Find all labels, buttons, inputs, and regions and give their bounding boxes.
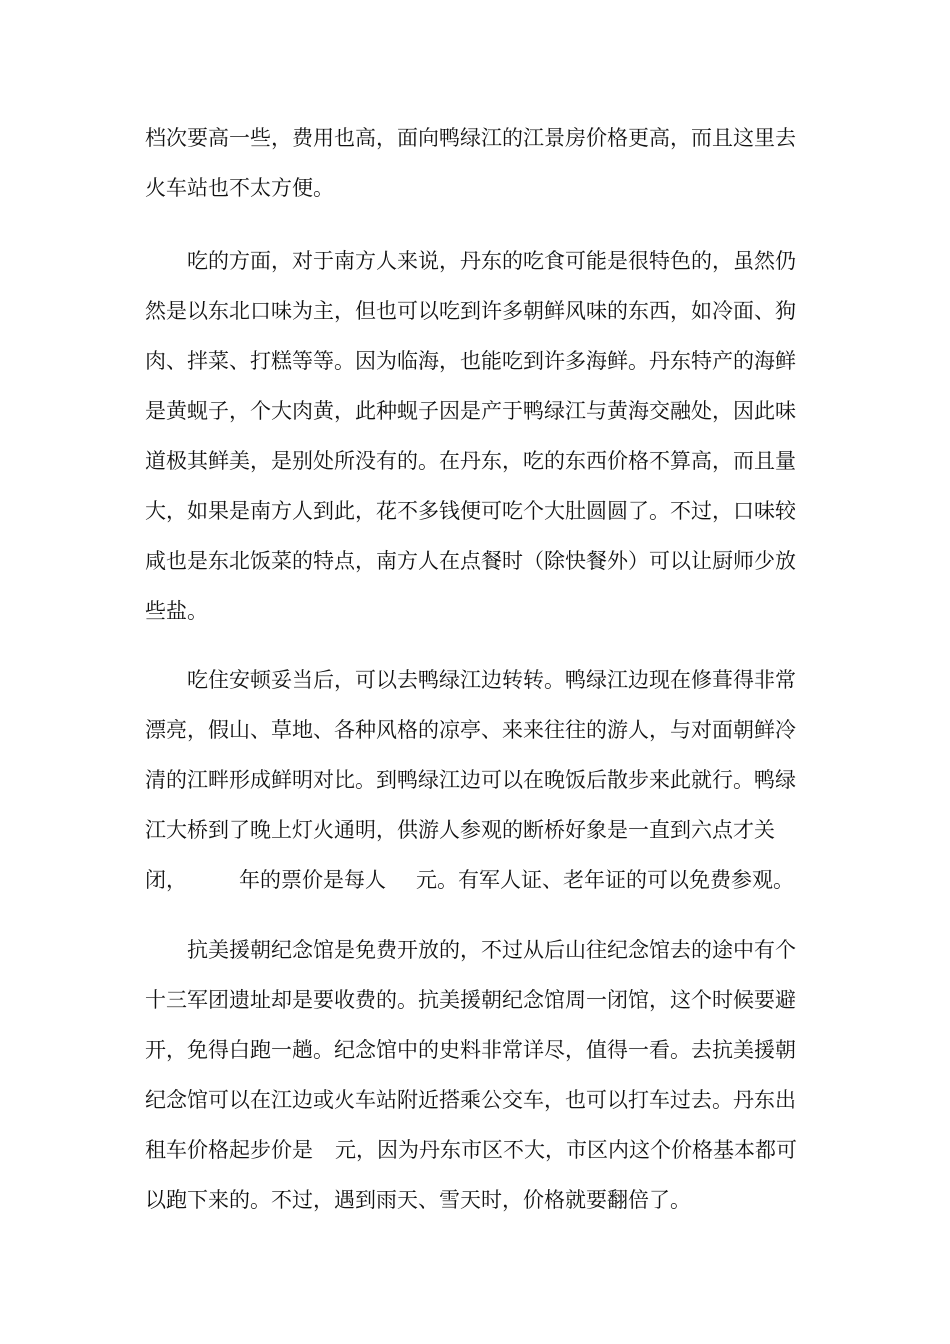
- text-line: 道极其鲜美，是别处所没有的。在丹东，吃的东西价格不算高，而且量: [145, 449, 796, 473]
- text-segment: 年的票价是每人: [239, 868, 386, 892]
- text-line: 开，免得白跑一趟。纪念馆中的史料非常详尽，值得一看。去抗美援朝: [145, 1038, 796, 1062]
- text-segment: 闭，: [145, 868, 187, 892]
- text-line: [145, 865, 794, 895]
- text-line: 江大桥到了晚上灯火通明，供游人参观的断桥好象是一直到六点才关: [145, 818, 775, 842]
- text-segment: 元。有军人证、老年证的可以免费参观。: [416, 868, 794, 892]
- text-line: 火车站也不太方便。: [145, 176, 334, 200]
- text-line: 是黄蚬子，个大肉黄，此种蚬子因是产于鸭绿江与黄海交融处，因此味: [145, 399, 796, 423]
- text-line: 咸也是东北饭菜的特点，南方人在点餐时（除快餐外）可以让厨师少放: [145, 549, 796, 573]
- text-line: 以跑下来的。不过，遇到雨天、雪天时，价格就要翻倍了。: [145, 1188, 691, 1212]
- text-line: 些盐。: [145, 599, 208, 623]
- text-line: 吃住安顿妥当后，可以去鸭绿江边转转。鸭绿江边现在修葺得非常: [187, 668, 796, 692]
- text-line: 纪念馆可以在江边或火车站附近搭乘公交车，也可以打车过去。丹东出: [145, 1088, 796, 1112]
- text-line: 肉、拌菜、打糕等等。因为临海，也能吃到许多海鲜。丹东特产的海鲜: [145, 349, 796, 373]
- text-line: 吃的方面，对于南方人来说，丹东的吃食可能是很特色的，虽然仍: [187, 249, 796, 273]
- text-line: [145, 1135, 797, 1165]
- text-line: 抗美援朝纪念馆是免费开放的，不过从后山往纪念馆去的途中有个: [187, 938, 796, 962]
- text-line: 然是以东北口味为主，但也可以吃到许多朝鲜风味的东西，如冷面、狗: [145, 299, 796, 323]
- text-segment: 租车价格起步价是: [145, 1138, 313, 1162]
- text-line: 大，如果是南方人到此，花不多钱便可吃个大肚圆圆了。不过，口味较: [145, 499, 796, 523]
- text-segment: 元，因为丹东市区不大，市区内这个价格基本都可: [335, 1138, 797, 1162]
- text-line: 十三军团遗址却是要收费的。抗美援朝纪念馆周一闭馆，这个时候要避: [145, 988, 796, 1012]
- text-line: 清的江畔形成鲜明对比。到鸭绿江边可以在晚饭后散步来此就行。鸭绿: [145, 768, 796, 792]
- text-line: 漂亮，假山、草地、各种风格的凉亭、来来往往的游人，与对面朝鲜冷: [145, 718, 796, 742]
- text-line: 档次要高一些，费用也高，面向鸭绿江的江景房价格更高，而且这里去: [145, 126, 796, 150]
